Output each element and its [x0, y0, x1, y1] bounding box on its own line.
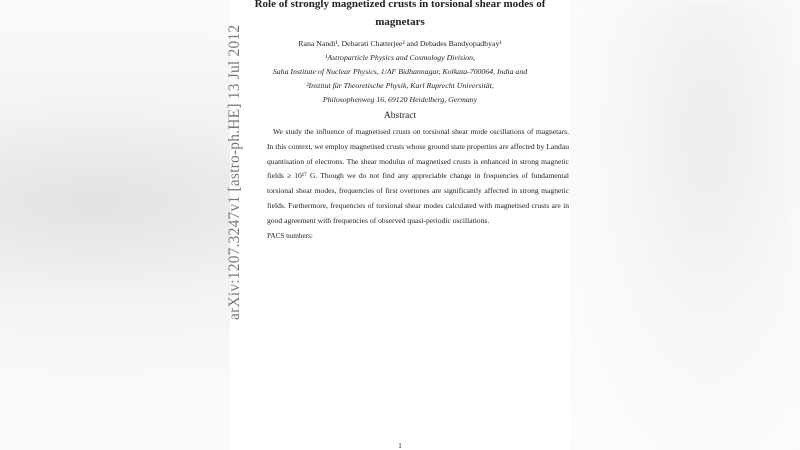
- abstract-heading: Abstract: [383, 111, 417, 121]
- page-number: 1: [398, 441, 402, 450]
- paper-title-line1: Role of strongly magnetized crusts in torsional shear modes of: [254, 0, 546, 10]
- arxiv-sidebar-stamp: arXiv:1207.3247v1 [astro-ph.HE] 13 Jul 2012: [226, 24, 243, 320]
- pacs-numbers: PACS numbers:: [267, 232, 313, 240]
- authors: Rana Nandi¹, Debarati Chatterjee² and Debades Bandyopadhyay¹: [298, 39, 502, 48]
- affiliation-line: Philosophenweg 16, 69120 Heidelberg, Germany: [322, 95, 478, 104]
- paper-title-line2: magnetars: [375, 16, 425, 28]
- abstract-paragraph: We study the influence of magnetised crusts on torsional shear mode oscillations of magnetars. In this context, we employ magnetised crusts whose ground state properties are affected by Landau quantisation of electrons. The shear modulus of magnetised crusts is enhanced in strong magnetic fields ≥ 10¹⁷ G. Though we do not find any appreciable change in frequencies of fundamental torsional shear modes, frequencies of first overtones are significantly affected in strong magnetic fields. Furthermore, frequencies of torsional shear modes calculated with magnetised crusts are in good agreement with frequencies of observed quasi-periodic oscillations.: [267, 127, 569, 225]
- abstract-text: [267, 125, 569, 229]
- blurred-background: [570, 0, 800, 450]
- affiliation-line: Saha Institute of Nuclear Physics, 1/AF Bidhannagar, Kolkata-700064, India and: [272, 67, 528, 76]
- affiliation-line: ¹Astroparticle Physics and Cosmology Division,: [325, 53, 475, 62]
- affiliation-line: ²Institut für Theoretische Physik, Karl Ruprecht Universität,: [306, 81, 494, 90]
- paper-page: [230, 0, 570, 450]
